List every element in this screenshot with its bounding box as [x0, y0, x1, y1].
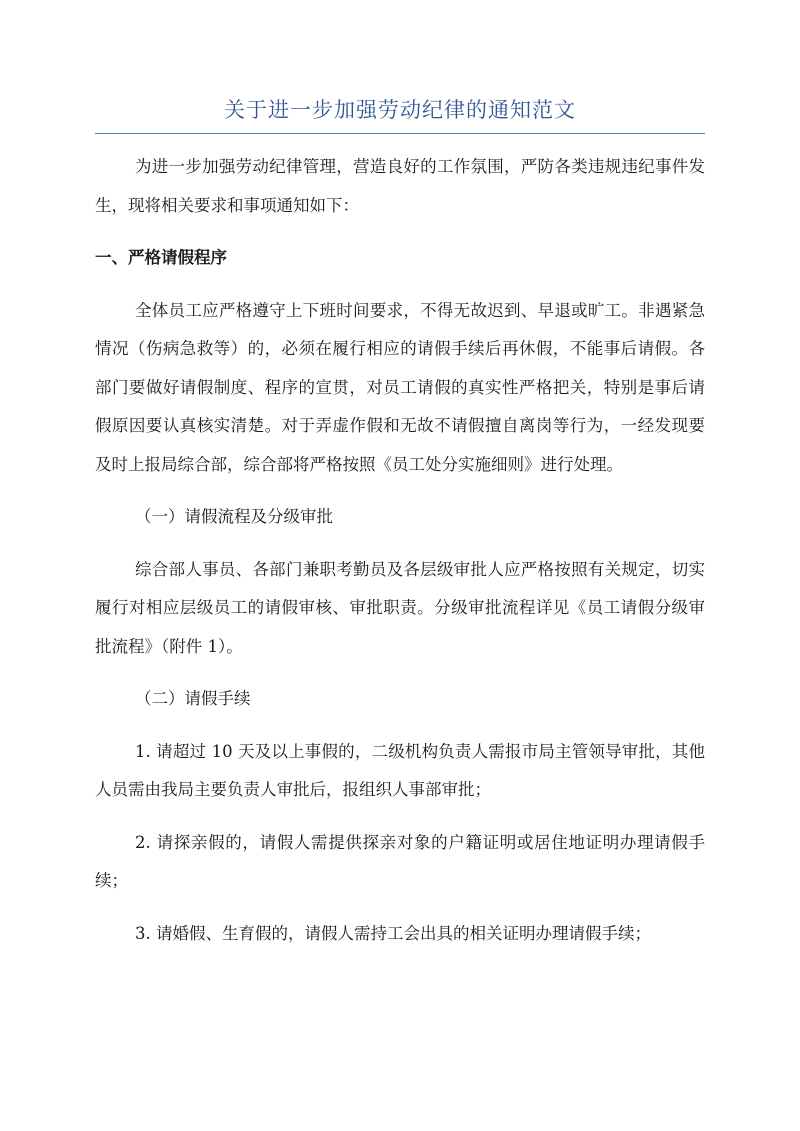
list-item: 2. 请探亲假的，请假人需提供探亲对象的户籍证明或居住地证明办理请假手续；	[95, 832, 705, 890]
section-heading: 一、严格请假程序	[95, 248, 227, 267]
list-item: 1. 请超过 10 天及以上事假的，二级机构负责人需报市局主管领导审批，其他人员需由我局主要负责人审批后，报组织人事部审批；	[95, 741, 705, 799]
section-paragraph: 全体员工应严格遵守上下班时间要求，不得无故迟到、早退或旷工。非遇紧急情况（伤病急救等）的，必须在履行相应的请假手续后再休假，不能事后请假。各部门要做好请假制度、程序的宣贯，对员工请假的真实性严格把关，特别是事后请假原因要认真核实清楚。对于弄虚作假和无故不请假擅自离岗等行为，一经发现要及时上报局综合部，综合部将严格按照《员工处分实施细则》进行处理。	[95, 300, 705, 474]
list-item: 3. 请婚假、生育假的，请假人需持工会出具的相关证明办理请假手续；	[135, 923, 651, 943]
title-underline	[95, 133, 705, 134]
subsection-heading-procedures: （二）请假手续	[135, 689, 251, 708]
subsection-heading-approval: （一）请假流程及分级审批	[135, 507, 333, 526]
subsection-paragraph-approval: 综合部人事员、各部门兼职考勤员及各层级审批人应严格按照有关规定，切实履行对相应层级员工的请假审核、审批职责。分级审批流程详见《员工请假分级审批流程》（附件 1）。	[95, 559, 705, 656]
document-title: 关于进一步加强劳动纪律的通知范文	[224, 98, 576, 122]
document-body	[95, 148, 705, 967]
intro-paragraph: 为进一步加强劳动纪律管理，营造良好的工作氛围，严防各类违规违纪事件发生，现将相关要求和事项通知如下：	[95, 157, 705, 215]
